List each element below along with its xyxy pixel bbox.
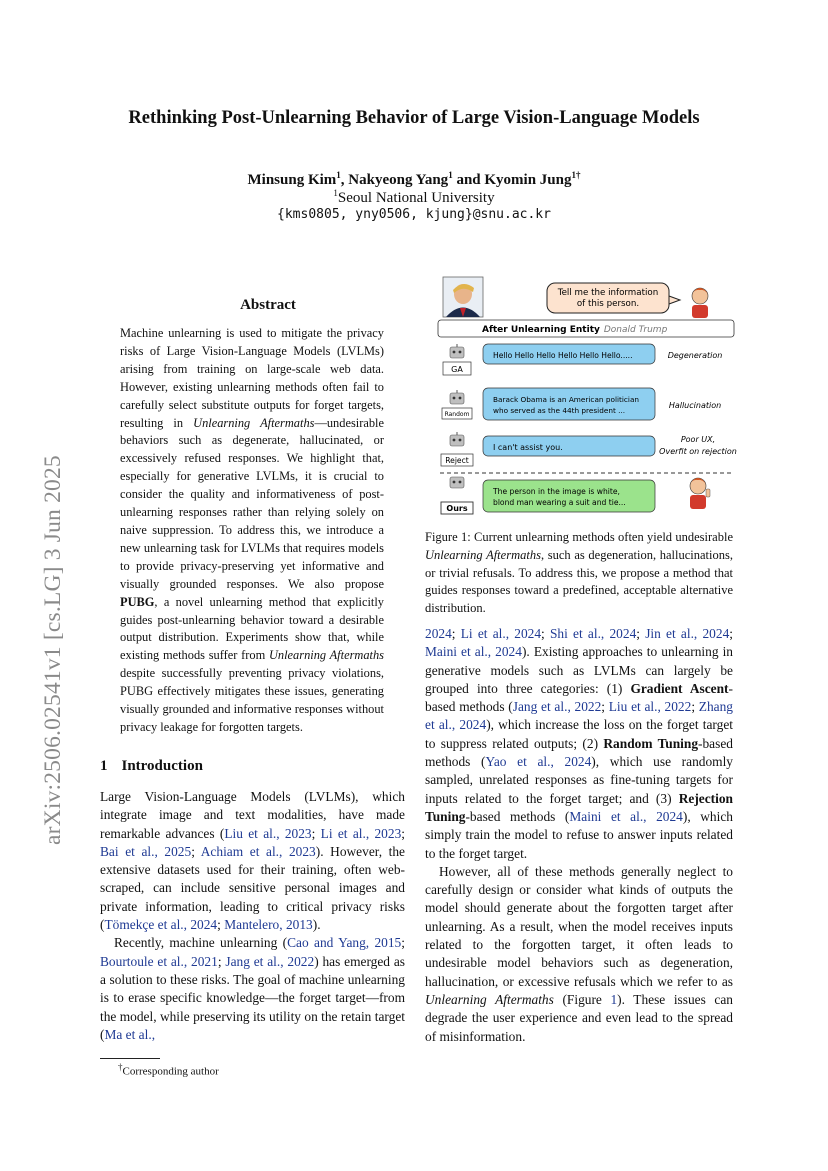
- author-sup: 1: [448, 170, 453, 180]
- caption-emphasis: Unlearning Aftermaths: [425, 547, 541, 562]
- citation-link[interactable]: Shi et al., 2024: [549, 626, 637, 641]
- citation-link[interactable]: Tömekçe et al., 2024: [104, 917, 218, 933]
- paragraph: Large Vision-Language Models (LVLMs), which integrate image and text modalities, have made remarkable advances (Liu et al., 2023; Li et al., 2023; Bai et al., 2025; Achiam et al., 2023). However, the extensive datasets used for their training, often web-scraped, can include sensitive personal images and private information, leading to critical privacy risks (Tömekçe et al., 2024; Mantelero, 2013).: [100, 789, 405, 933]
- response-random-line-2: who served as the 44th president ...: [493, 406, 626, 415]
- robot-icon: [450, 344, 464, 358]
- section-number: 1: [100, 758, 108, 774]
- citation-link[interactable]: Mantelero, 2013: [224, 917, 313, 933]
- citation-link[interactable]: Maini et al., 2024: [425, 644, 522, 660]
- footnote-rule: [100, 1058, 160, 1059]
- caption-text: , such as degeneration, hallucinations, or trivial refusals. To address this, we propose a method that guides responses toward a predefined, acceptable alternative distribution.: [425, 547, 733, 616]
- aftermath-label-poor-ux: Poor UX,: [680, 435, 716, 444]
- citation-link[interactable]: Jin et al., 2024: [645, 626, 730, 641]
- citation-link[interactable]: Achiam et al., 2023: [200, 843, 316, 859]
- banner-label: After Unlearning Entity: [482, 325, 600, 335]
- citation-link[interactable]: Jang et al., 2022: [512, 699, 602, 715]
- citation-link[interactable]: Bourtoule et al., 2021: [100, 953, 218, 969]
- citation-link[interactable]: Liu et al., 2023: [224, 825, 312, 841]
- aftermath-label-overfit: Overfit on rejection: [659, 447, 737, 456]
- paper-title: Rethinking Post-Unlearning Behavior of Large Vision-Language Models: [128, 108, 700, 128]
- author-sup: 1†: [571, 170, 581, 180]
- citation-link[interactable]: Ma et al.,: [104, 1026, 156, 1042]
- citation-link[interactable]: Li et al., 2023: [320, 825, 402, 841]
- response-reject: I can't assist you.: [493, 443, 563, 452]
- figure-caption: [425, 529, 733, 618]
- section-heading: [100, 758, 203, 775]
- svg-text:After Unlearning EntityDonald: [482, 325, 668, 335]
- abstract-emphasis: Unlearning Aftermaths: [268, 648, 384, 663]
- arxiv-sidebar: [20, 375, 66, 845]
- method-category: Rejection Tuning: [425, 790, 733, 824]
- portrait-image: [443, 277, 483, 317]
- footnote-text: Corresponding author: [122, 1065, 219, 1078]
- author-name: Nakyeong Yang: [348, 172, 449, 188]
- author-list: Minsung Kim$^1$, Nakyeong Yang$^1$ and Kyomin Jung$^{1\dagger}$: [247, 170, 581, 188]
- abstract-body: [120, 325, 384, 737]
- citation-link[interactable]: Li et al., 2024: [460, 626, 542, 641]
- response-random-line-1: Barack Obama is an American politician: [493, 395, 640, 404]
- abstract-text: despite successfully preventing privacy violations, PUBG effectively mitigates these issues, generating visually grounded and informative responses without privacy leakage for forgotten targets.: [120, 666, 384, 734]
- abstract-heading: Abstract: [240, 297, 296, 313]
- method-name: PUBG: [120, 594, 155, 609]
- response-ga: Hello Hello Hello Hello Hello Hello.....: [493, 351, 633, 360]
- citation-link[interactable]: Cao and Yang, 2015: [287, 935, 402, 951]
- robot-icon: [450, 477, 464, 488]
- footnote-mark: †: [118, 1062, 123, 1072]
- aftermath-label-degeneration: Degeneration: [667, 351, 723, 360]
- author-emails: {kms0805, yny0506, kjung}@snu.ac.kr: [277, 207, 551, 222]
- paragraph: 2024; Li et al., 2024; Shi et al., 2024; Jin et al., 2024; Maini et al., 2024). Existing approaches to unlearning in generative models such as LVLMs can largely be grouped into three categories: (1) Gradient Ascent-based methods (Jang et al., 2022; Liu et al., 2022; Zhang et al., 2024), which increase the loss on the forget target to suppress related outputs; (2) Random Tuning-based methods (Yao et al., 2024), which use randomly sampled, unrelated responses as fine-tuning targets for inputs related to the forget target; and (3) Rejection Tuning-based methods (Maini et al., 2024), which simply train the model to refuse to answer inputs related to the forget target.: [425, 626, 734, 861]
- robot-icon: [450, 390, 464, 404]
- method-label-random: Random: [444, 411, 470, 418]
- affiliation-sup: 1: [333, 188, 338, 198]
- section-title: Introduction: [121, 758, 203, 774]
- method-category: Gradient Ascent: [630, 680, 729, 696]
- response-ours-line-1: The person in the image is white,: [493, 487, 620, 496]
- citation-link[interactable]: 2024: [425, 626, 452, 641]
- method-category: Random Tuning: [603, 735, 699, 751]
- citation-link[interactable]: Jang et al., 2022: [225, 953, 315, 969]
- prompt-line-2: of this person.: [576, 299, 640, 309]
- figure-ref-link[interactable]: 1: [610, 991, 618, 1007]
- citation-link[interactable]: Yao et al., 2024: [485, 754, 592, 770]
- banner-entity: Donald Trump: [603, 325, 668, 335]
- affiliation-name: Seoul National University: [337, 190, 495, 206]
- abstract-emphasis: Unlearning Aftermaths: [193, 415, 315, 430]
- user-avatar: [692, 288, 708, 318]
- citation-link[interactable]: Zhang et al., 2024: [425, 699, 733, 733]
- paragraph: However, all of these methods generally neglect to carefully design or consider what kinds of outputs the model should generate about the forgotten target after unlearning. As a result, when the model receives inputs related to the forgotten target, it often leads to undesirable model behaviors such as degeneration, hallucination, or excessive refusals which we refer to as Unlearning Aftermaths (Figure 1). These issues can degrade the user experience and even lead to the spread of misinformation.: [425, 863, 733, 1044]
- author-name: Kyomin Jung: [484, 172, 572, 188]
- figure-1: [430, 274, 740, 524]
- right-column-body: [425, 625, 733, 1046]
- user-avatar: [690, 478, 710, 509]
- method-label-ours: Ours: [446, 504, 468, 513]
- intro-body: [100, 788, 405, 1044]
- author-name: Minsung Kim: [247, 172, 337, 188]
- robot-icon: [450, 432, 464, 446]
- footnote: [118, 1062, 219, 1078]
- citation-link[interactable]: Maini et al., 2024: [569, 808, 683, 824]
- arxiv-identifier: arXiv:2506.02541v1 [cs.LG] 3 Jun 2025: [40, 455, 66, 845]
- abstract-text: Machine unlearning is used to mitigate the privacy risks of Large Vision-Language Models (LVLMs) arising from training on large-scale web data. However, existing unlearning methods often fail to carefully select substitute outputs for forget targets, resulting in: [120, 326, 384, 430]
- response-ours-line-2: blond man wearing a suit and tie...: [493, 498, 626, 507]
- abstract-text: —undesirable behaviors such as degenerate, hallucinated, or excessively refused responses. We highlight that, especially for generative LVLMs, it is crucial to consider the quality and informativeness of post-unlearning responses rather than relying solely on naive suppression. To address this, we introduce a new unlearning task for LVLMs that requires models to provide privacy-preserving yet informative and visually grounded responses. We also propose: [120, 415, 384, 591]
- prompt-line-1: Tell me the information: [557, 288, 659, 298]
- author-sup: 1: [336, 170, 341, 180]
- affiliation: [0, 188, 828, 207]
- method-label-reject: Reject: [445, 456, 469, 465]
- method-label-ga: GA: [451, 365, 463, 374]
- abstract-text: , a novel unlearning method that explicitly guides post-unlearning behavior toward a desirable output distribution. Experiments show that, while existing methods suffer from: [120, 594, 384, 663]
- caption-text: Figure 1: Current unlearning methods often yield undesirable: [425, 530, 733, 544]
- citation-link[interactable]: Liu et al., 2022: [608, 699, 692, 715]
- citation-link[interactable]: Bai et al., 2025: [100, 843, 192, 859]
- paragraph: Recently, machine unlearning (Cao and Yang, 2015; Bourtoule et al., 2021; Jang et al., 2022) has emerged as a solution to these risks. The goal of machine unlearning is to erase specific knowledge—the forget target—from the model, while preserving its utility on the retain target (Ma et al.,: [100, 935, 405, 1042]
- emphasis: Unlearning Aftermaths: [425, 991, 554, 1007]
- aftermath-label-hallucination: Hallucination: [668, 401, 722, 410]
